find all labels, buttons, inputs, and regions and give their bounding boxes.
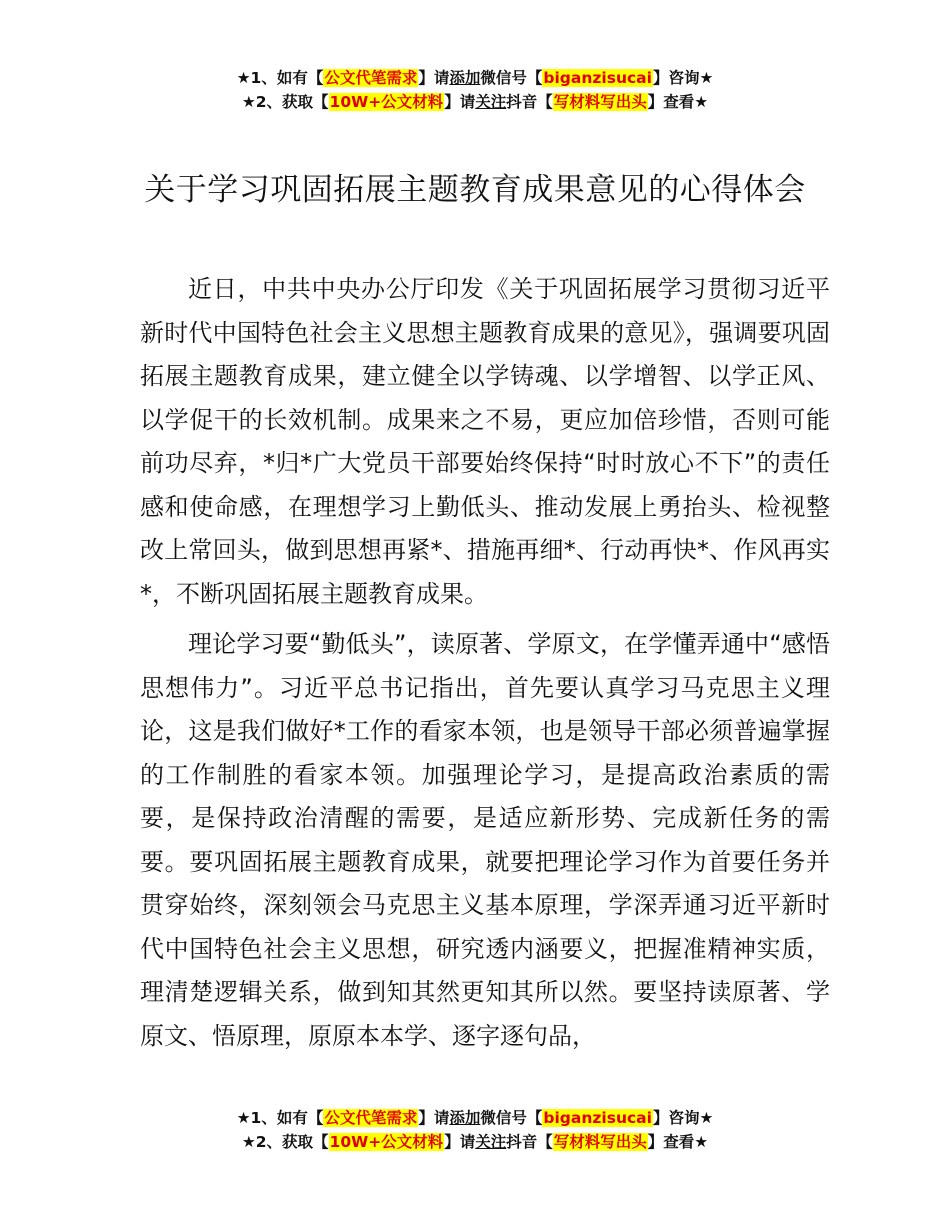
promo-text: 】请 bbox=[418, 1109, 450, 1127]
paragraph: 理论学习要“勤低头”，读原著、学原文，在学懂弄通中“感悟思想伟力”。习近平总书记指出，首先要认真学习马克思主义理论，这是我们做好*工作的看家本领，也是领导干部必须普遍掌握的工作制胜的看家本领。加强理论学习，是提高政治素质的需要，是保持政治清醒的需要，是适应新形势、完成新任务的需要。要巩固拓展主题教育成果，就要把理论学习作为首要任务并贯穿始终，深刻领会马克思主义基本原理，学深弄通习近平新时代中国特色社会主义思想，研究透内涵要义，把握准精神实质，理清楚逻辑关系，做到知其然更知其所以然。要坚持读原著、学原文、悟原理，原原本本学、逐字逐句品， bbox=[140, 630, 830, 1050]
promo-line-1 bbox=[0, 1106, 950, 1130]
promo-wechat-id: biganzisucai bbox=[543, 1109, 652, 1127]
promo-text: ★1、如有【 bbox=[236, 69, 324, 87]
promo-highlight: 公文代笔需求 bbox=[324, 69, 418, 87]
promo-highlight: 10W+公文材料 bbox=[329, 93, 444, 111]
promo-highlight: 公文代笔需求 bbox=[324, 1109, 418, 1127]
document-title: 关于学习巩固拓展主题教育成果意见的心得体会 bbox=[144, 172, 806, 208]
promo-text: 】查看★ bbox=[647, 93, 709, 111]
promo-line-2 bbox=[0, 1130, 950, 1154]
promo-text: 微信号【 bbox=[480, 69, 543, 87]
promo-text: ★2、获取【 bbox=[241, 1133, 329, 1151]
promo-underlined-text: 添加 bbox=[449, 1109, 481, 1127]
promo-text: 】请 bbox=[444, 93, 476, 111]
paragraph: 近日，中共中央办公厅印发《关于巩固拓展学习贯彻习近平新时代中国特色社会主义思想主题教育成果的意见》，强调要巩固拓展主题教育成果，建立健全以学铸魂、以学增智、以学正风、以学促干的长效机制。成果来之不易，更应加倍珍惜，否则可能前功尽弃，*归*广大党员干部要始终保持“时时放心不下”的责任感和使命感，在理想学习上勤低头、推动发展上勇抬头、检视整改上常回头，做到思想再紧*、措施再细*、行动再快*、作风再实*，不断巩固拓展主题教育成果。 bbox=[140, 275, 830, 608]
promo-wechat-id: biganzisucai bbox=[543, 69, 652, 87]
document-body bbox=[140, 268, 830, 1065]
promo-text: ★2、获取【 bbox=[241, 93, 329, 111]
promo-text: ★1、如有【 bbox=[236, 1109, 324, 1127]
promo-banner-top bbox=[0, 66, 950, 114]
promo-line-2 bbox=[0, 90, 950, 114]
promo-text: 】请 bbox=[418, 69, 450, 87]
promo-banner-bottom bbox=[0, 1106, 950, 1154]
promo-underlined-text: 关注 bbox=[475, 1133, 507, 1151]
promo-text: 微信号【 bbox=[480, 1109, 543, 1127]
promo-text: 】请 bbox=[444, 1133, 476, 1151]
promo-underlined-text: 添加 bbox=[449, 69, 481, 87]
promo-douyin-id: 写材料写出头 bbox=[553, 1133, 647, 1151]
promo-highlight: 10W+公文材料 bbox=[329, 1133, 444, 1151]
promo-text: 抖音【 bbox=[506, 93, 553, 111]
promo-text: 】咨询★ bbox=[652, 69, 714, 87]
promo-text: 】咨询★ bbox=[652, 1109, 714, 1127]
promo-underlined-text: 关注 bbox=[475, 93, 507, 111]
promo-text: 抖音【 bbox=[506, 1133, 553, 1151]
promo-line-1 bbox=[0, 66, 950, 90]
promo-text: 】查看★ bbox=[647, 1133, 709, 1151]
promo-douyin-id: 写材料写出头 bbox=[553, 93, 647, 111]
